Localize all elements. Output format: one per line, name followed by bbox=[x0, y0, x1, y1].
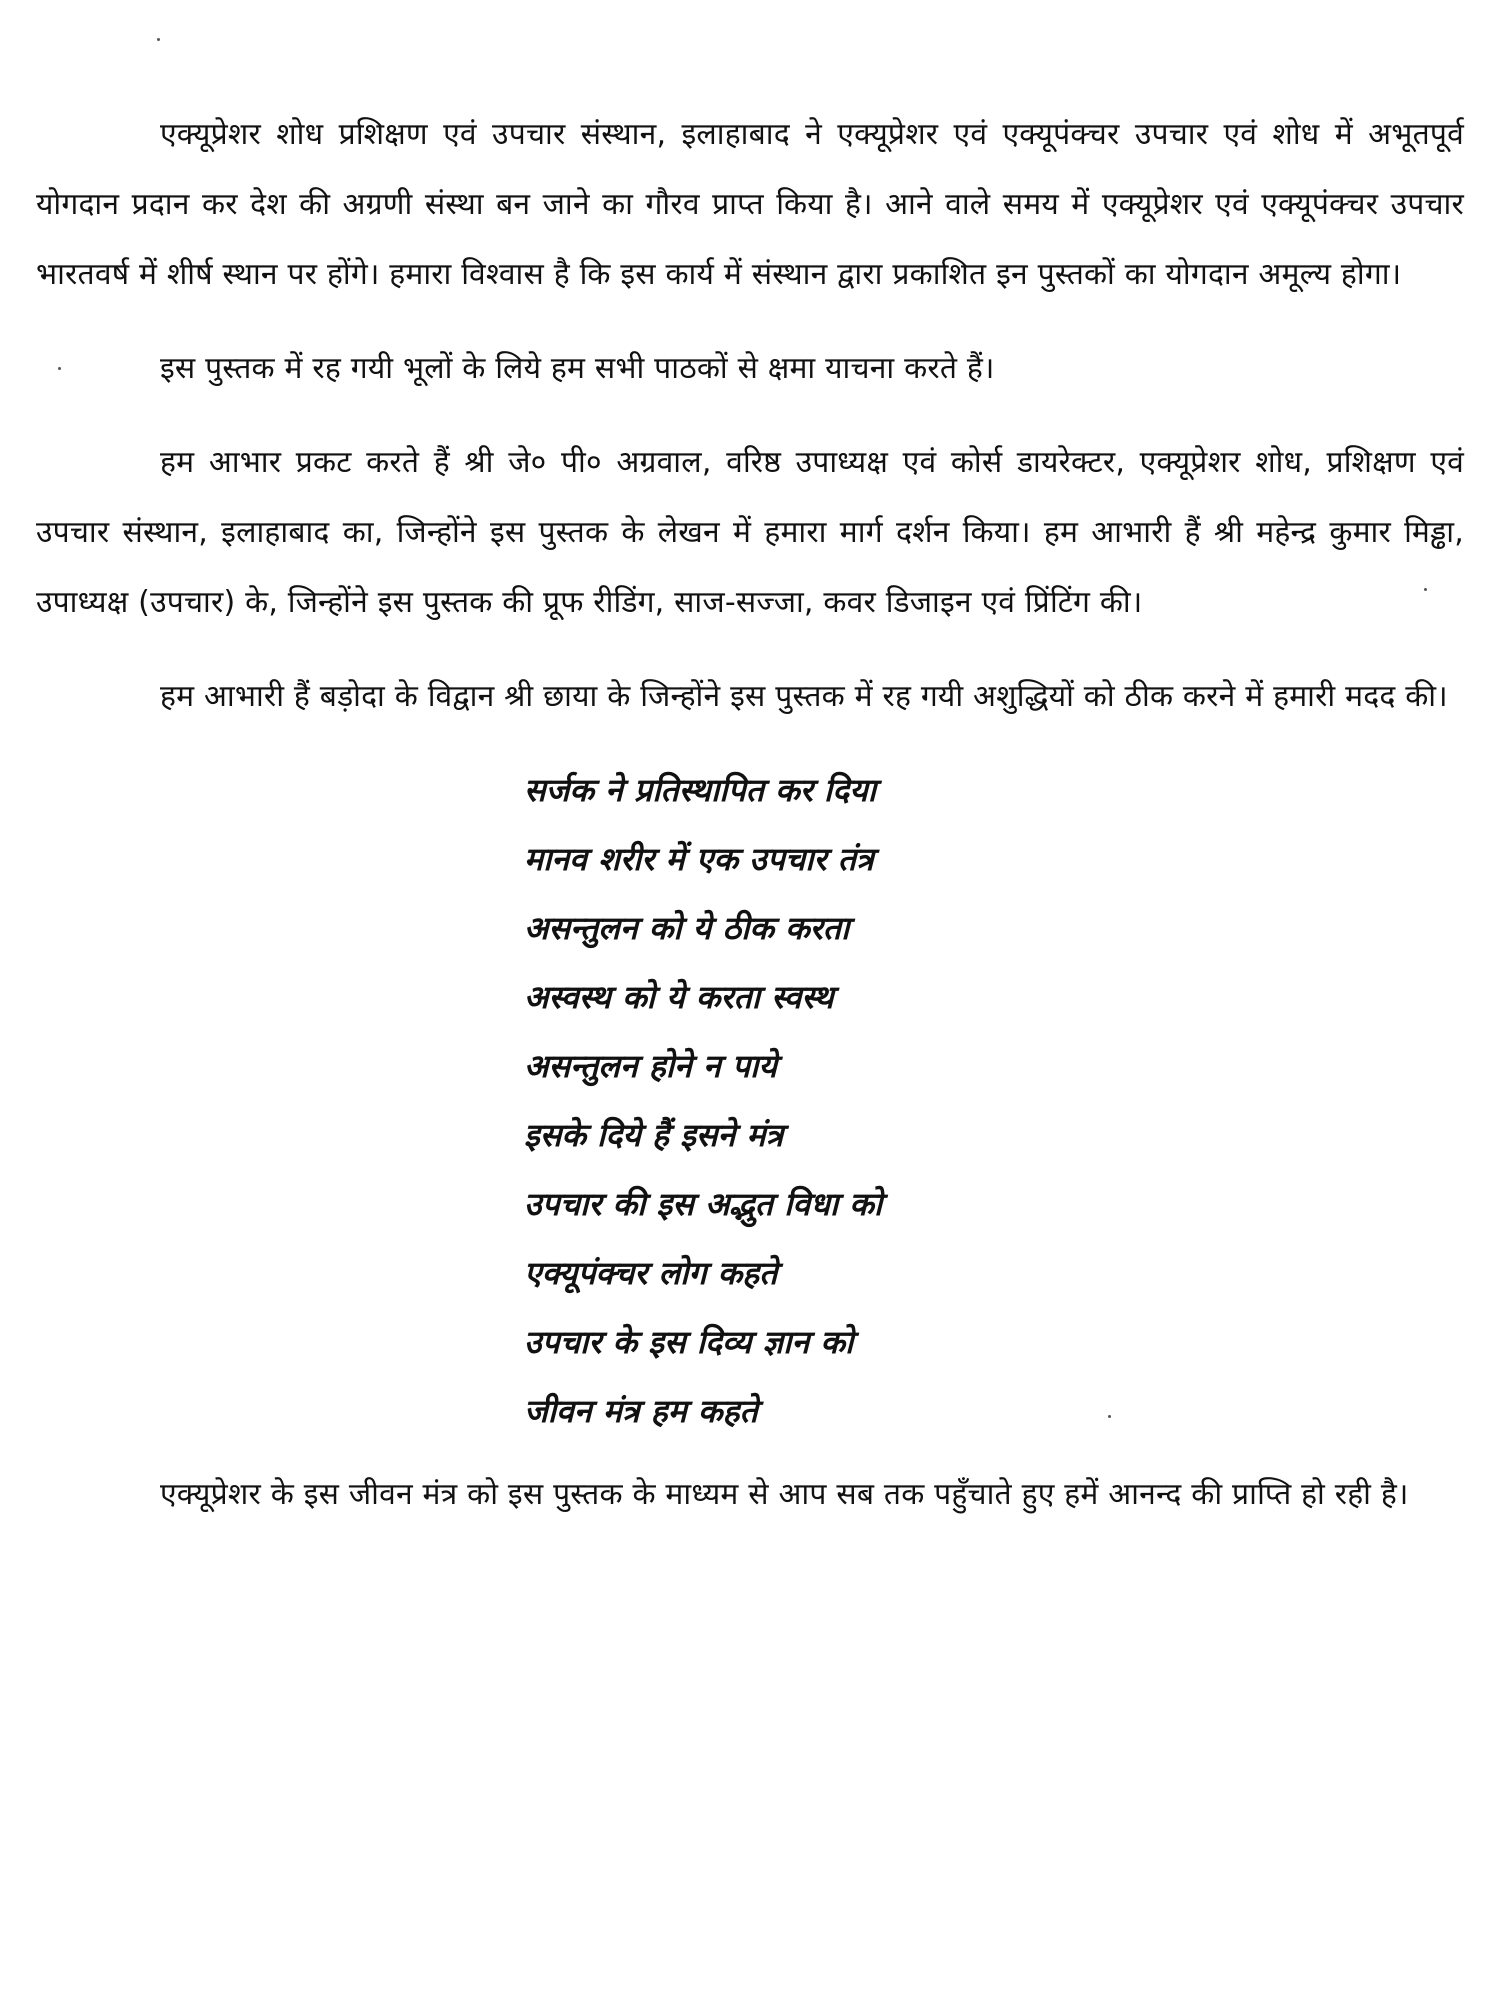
poem-line: इसके दिये हैं इसने मंत्र bbox=[524, 1116, 784, 1154]
paragraph-closing: एक्यूप्रेशर के इस जीवन मंत्र को इस पुस्तक के माध्यम से आप सब तक पहुँचाते हुए हमें आनन्द की प्राप्ति हो रही है। bbox=[160, 1477, 1409, 1512]
poem-line: सर्जक ने प्रतिस्थापित कर दिया bbox=[524, 771, 877, 809]
paragraph-acknowledgement: हम आभार प्रकट करते हैं श्री जे० पी० अग्रवाल, वरिष्ठ उपाध्यक्ष एवं कोर्स डायरेक्टर, एक्यूप्रेशर शोध, प्रशिक्षण एवं उपचार संस्थान, इलाहाबाद का, जिन्होंने इस पुस्तक के लेखन में हमारा मार्ग दर्शन किया। हम आभारी हैं श्री महेन्द्र कुमार मिड्ढा, उपाध्यक्ष (उपचार) के, जिन्होंने इस पुस्तक की प्रूफ रीडिंग, साज-सज्जा, कवर डिजाइन एवं प्रिंटिंग की। bbox=[36, 445, 1464, 620]
poem-line: असन्तुलन होने न पाये bbox=[524, 1047, 777, 1085]
poem-line: असन्तुलन को ये ठीक करता bbox=[524, 909, 850, 947]
scan-speck bbox=[157, 38, 160, 41]
poem-line: उपचार के इस दिव्य ज्ञान को bbox=[524, 1323, 854, 1361]
paragraph-institute: एक्यूप्रेशर शोध प्रशिक्षण एवं उपचार संस्थान, इलाहाबाद ने एक्यूप्रेशर एवं एक्यूपंक्चर उपचार एवं शोध में अभूतपूर्व योगदान प्रदान कर देश की अग्रणी संस्था बन जाने का गौरव प्राप्त किया है। आने वाले समय में एक्यूप्रेशर एवं एक्यूपंक्चर उपचार भारतवर्ष में शीर्ष स्थान पर होंगे। हमारा विश्वास है कि इस कार्य में संस्थान द्वारा प्रकाशित इन पुस्तकों का योगदान अमूल्य होगा। bbox=[36, 117, 1464, 292]
poem bbox=[36, 756, 1464, 1446]
poem-line: जीवन मंत्र हम कहते bbox=[524, 1392, 758, 1430]
scan-speck bbox=[1108, 1415, 1111, 1418]
poem-line: एक्यूपंक्चर लोग कहते bbox=[524, 1254, 778, 1292]
scan-speck bbox=[58, 367, 61, 370]
paragraph-baroda-thanks: हम आभारी हैं बड़ोदा के विद्वान श्री छाया के जिन्होंने इस पुस्तक में रह गयी अशुद्धियों को ठीक करने में हमारी मदद की। bbox=[160, 679, 1448, 714]
scan-speck bbox=[1424, 588, 1427, 591]
poem-line: उपचार की इस अद्भुत विधा को bbox=[524, 1185, 883, 1223]
paragraph-apology: इस पुस्तक में रह गयी भूलों के लिये हम सभी पाठकों से क्षमा याचना करते हैं। bbox=[160, 351, 995, 386]
poem-line: अस्वस्थ को ये करता स्वस्थ bbox=[524, 978, 834, 1016]
poem-line: मानव शरीर में एक उपचार तंत्र bbox=[524, 840, 874, 878]
